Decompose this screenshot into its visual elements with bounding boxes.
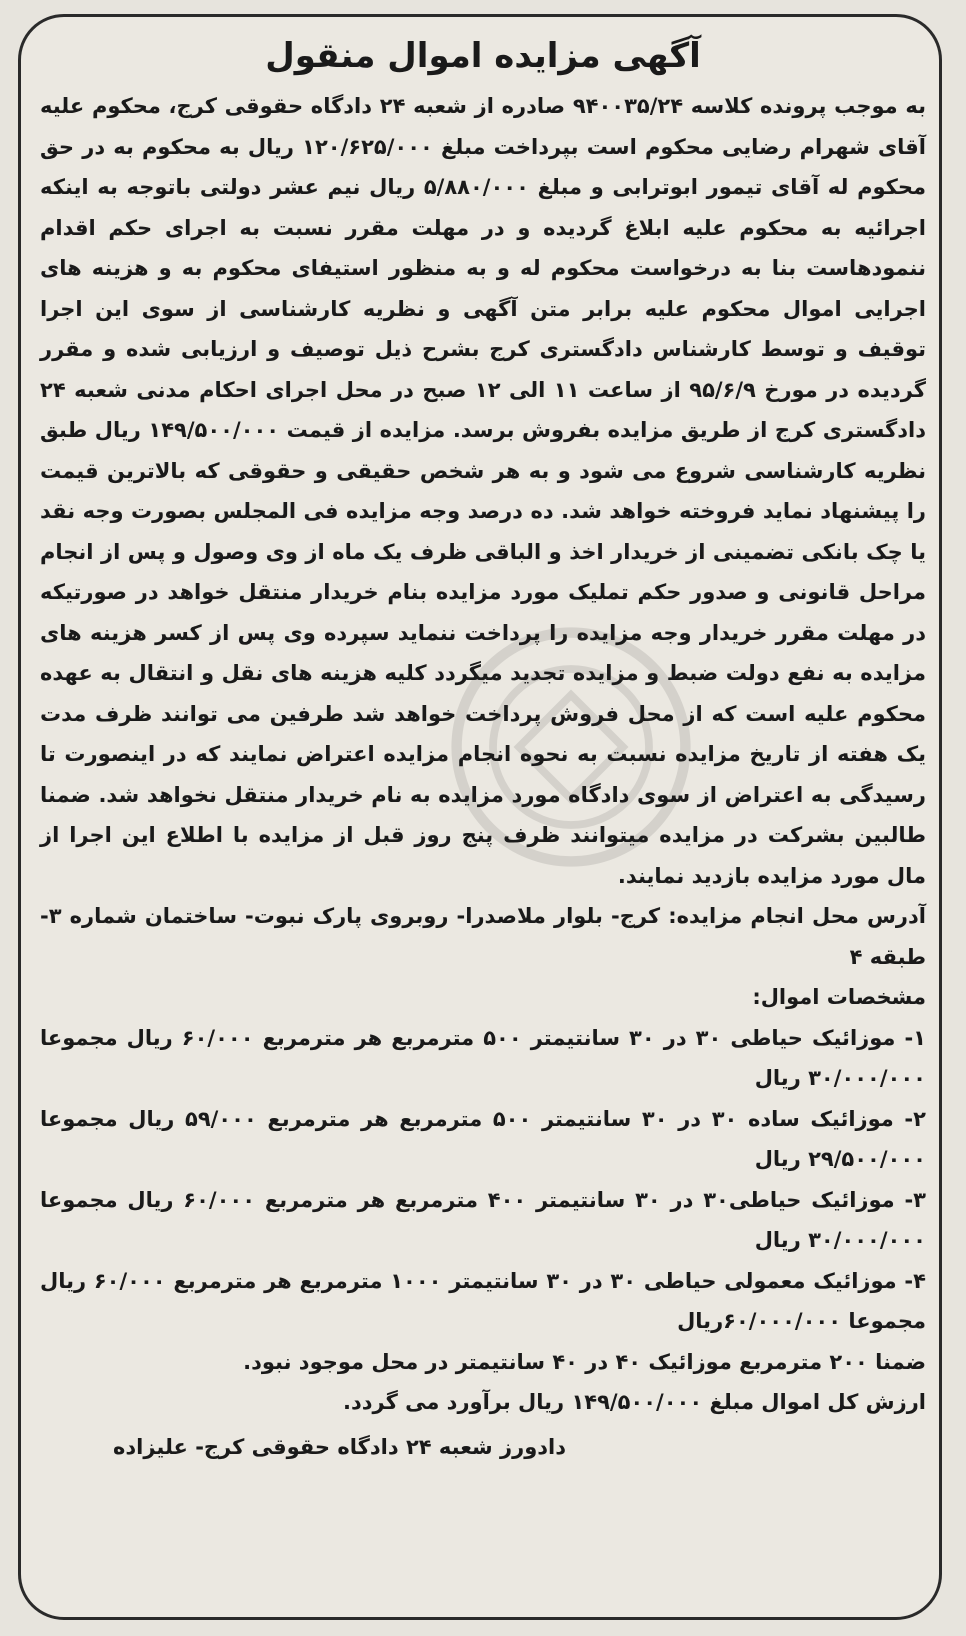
property-list bbox=[40, 1018, 926, 1342]
signature: دادورز شعبه ۲۴ دادگاه حقوقی کرج- علیزاده bbox=[112, 1434, 566, 1459]
property-item: ۱- موزائیک حیاطی ۳۰ در ۳۰ سانتیمتر ۵۰۰ مترمربع هر مترمربع ۶۰/۰۰۰ ریال مجموعا ۳۰/۰۰۰/۰۰۰ ریال bbox=[40, 1025, 926, 1090]
total-value: ارزش کل اموال مبلغ ۱۴۹/۵۰۰/۰۰۰ ریال برآورد می گردد. bbox=[343, 1390, 926, 1414]
property-item: ۲- موزائیک ساده ۳۰ در ۳۰ سانتیمتر ۵۰۰ مترمربع هر مترمربع ۵۹/۰۰۰ ریال مجموعا ۲۹/۵۰۰/۰۰۰ ریال bbox=[40, 1106, 926, 1171]
notice-body: به موجب پرونده کلاسه ۹۴۰۰۳۵/۲۴ صادره از شعبه ۲۴ دادگاه حقوقی کرج، محکوم علیه آقای شهرام رضایی محکوم است بپرداخت مبلغ ۱۲۰/۶۲۵/۰۰۰ ریال به محکوم به در حق محکوم له آقای تیمور ابوترابی و مبلغ ۵/۸۸۰/۰۰۰ ریال نیم عشر دولتی باتوجه به اینکه اجرائیه به محکوم علیه ابلاغ گردیده و در مهلت مقرر نسبت به اجرای حکم اقدام ننمودهاست بنا به درخواست محکوم له و به منظور استیفای محکوم به و هزینه های اجرایی اموال محکوم علیه برابر متن آگهی و نظریه کارشناسی از سوی این اجرا توقیف و توسط کارشناس دادگستری کرج بشرح ذیل توصیف و ارزیابی شده و مقرر گردیده در مورخ ۹۵/۶/۹ از ساعت ۱۱ الی ۱۲ صبح در محل اجرای احکام مدنی شعبه ۲۴ دادگستری کرج از طریق مزایده بفروش برسد. مزایده از قیمت ۱۴۹/۵۰۰/۰۰۰ ریال طبق نظریه کارشناسی شروع می شود و به هر شخص حقیقی و حقوقی که بالاترین قیمت را پیشنهاد نماید فروخته خواهد شد. ده درصد وجه مزایده فی المجلس بصورت وجه نقد یا چک بانکی تضمینی از خریدار اخذ و الباقی ظرف یک ماه از وی وصول و پس از انجام مراحل قانونی و صدور حکم تملیک مورد مزایده بنام خریدار منتقل خواهد در صورتیکه در مهلت مقرر خریدار وجه مزایده را پرداخت ننماید سپرده وی پس از کسر هزینه های مزایده به نفع دولت ضبط و مزایده تجدید میگردد کلیه هزینه های نقل و انتقال به عهده محکوم علیه است که از محل فروش پرداخت خواهد شد طرفین می توانند ظرف مدت یک هفته از تاریخ مزایده نسبت به نحوه انجام مزایده اعتراض نمایند که در اینصورت تا رسیدگی به اعتراض از سوی دادگاه مورد مزایده به نام خریدار منتقل نخواهد شد. ضمنا طالبین بشرکت در مزایده میتوانند ظرف پنج روز قبل از مزایده با اطلاع این اجرا از مال مورد مزایده بازدید نمایند. bbox=[40, 94, 927, 888]
auction-address: آدرس محل انجام مزایده: کرج- بلوار ملاصدرا- روبروی پارک نبوت- ساختمان شماره ۳- طبقه ۴ bbox=[40, 904, 926, 969]
specs-heading: مشخصات اموال: bbox=[752, 985, 926, 1009]
notice-title: آگهی مزایده اموال منقول bbox=[265, 36, 701, 76]
property-item: ۳- موزائیک حیاطی۳۰ در ۳۰ سانتیمتر ۴۰۰ مترمربع هر مترمربع ۶۰/۰۰۰ ریال مجموعا ۳۰/۰۰۰/۰۰۰ ریال bbox=[40, 1187, 926, 1252]
property-item: ۴- موزائیک معمولی حیاطی ۳۰ در ۳۰ سانتیمتر ۱۰۰۰ مترمربع هر مترمربع ۶۰/۰۰۰ ریال مجموعا ۶۰/۰۰۰/۰۰۰ریال bbox=[40, 1268, 926, 1333]
note-text: ضمنا ۲۰۰ مترمربع موزائیک ۴۰ در ۴۰ سانتیمتر در محل موجود نبود. bbox=[243, 1349, 926, 1374]
notice-content bbox=[40, 34, 926, 1467]
